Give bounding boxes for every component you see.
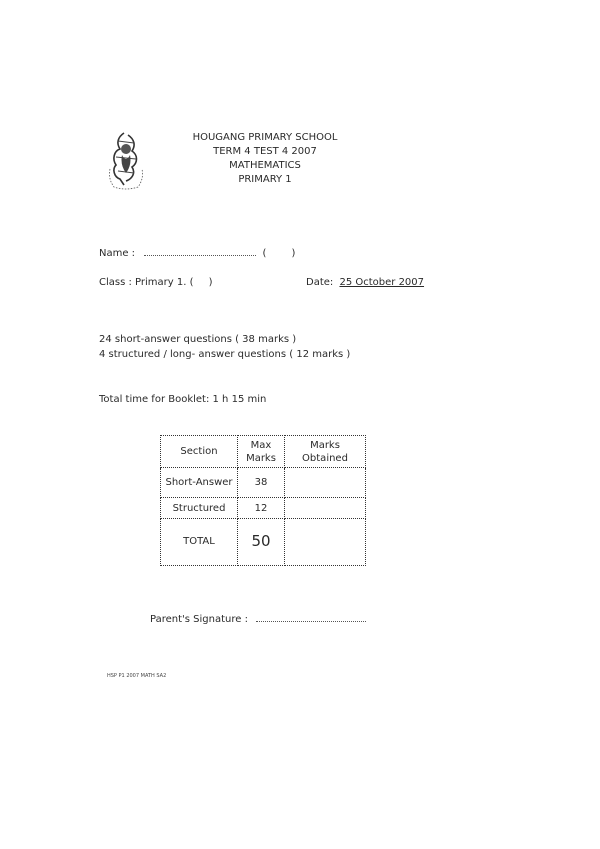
marks-table (160, 435, 366, 566)
document-code: HSP P1 2007 MATH SA2 (107, 673, 167, 679)
document-header (150, 131, 380, 187)
date-label: Date: (306, 277, 334, 288)
name-row (99, 247, 295, 260)
row-section: TOTAL (161, 518, 238, 565)
table-row-total (161, 518, 366, 565)
register-close-paren: ) (291, 248, 296, 259)
class-close-paren: ) (208, 277, 213, 288)
class-row (99, 276, 213, 289)
date-row (306, 276, 424, 289)
row-max: 50 (238, 518, 285, 565)
class-label: Class : Primary 1. ( (99, 277, 194, 288)
signature-row (150, 613, 366, 626)
signature-field[interactable] (256, 621, 366, 622)
instruction-line-2: 4 structured / long- answer questions ( 12 marks ) (99, 349, 351, 360)
table-header-row (161, 436, 366, 468)
row-obtained[interactable] (285, 468, 366, 498)
table-row (161, 468, 366, 498)
name-field[interactable] (144, 255, 256, 256)
row-section: Structured (161, 498, 238, 518)
signature-label: Parent's Signature : (150, 614, 248, 625)
school-name: HOUGANG PRIMARY SCHOOL (192, 132, 338, 143)
row-obtained[interactable] (285, 518, 366, 565)
header-marks-obtained: Marks Obtained (285, 436, 366, 468)
name-label: Name : (99, 248, 136, 259)
test-title: TERM 4 TEST 4 2007 (213, 146, 317, 157)
instruction-line-1: 24 short-answer questions ( 38 marks ) (99, 334, 297, 345)
header-section: Section (161, 436, 238, 468)
row-section: Short-Answer (161, 468, 238, 498)
level-title: PRIMARY 1 (238, 174, 292, 185)
total-time: Total time for Booklet: 1 h 15 min (99, 394, 267, 405)
row-max: 12 (238, 498, 285, 518)
row-max: 38 (238, 468, 285, 498)
school-crest-icon (104, 129, 148, 191)
header-max-marks: Max Marks (238, 436, 285, 468)
subject-title: MATHEMATICS (229, 160, 301, 171)
date-value: 25 October 2007 (339, 277, 425, 288)
row-obtained[interactable] (285, 498, 366, 518)
table-row (161, 498, 366, 518)
register-open-paren: ( (262, 248, 267, 259)
